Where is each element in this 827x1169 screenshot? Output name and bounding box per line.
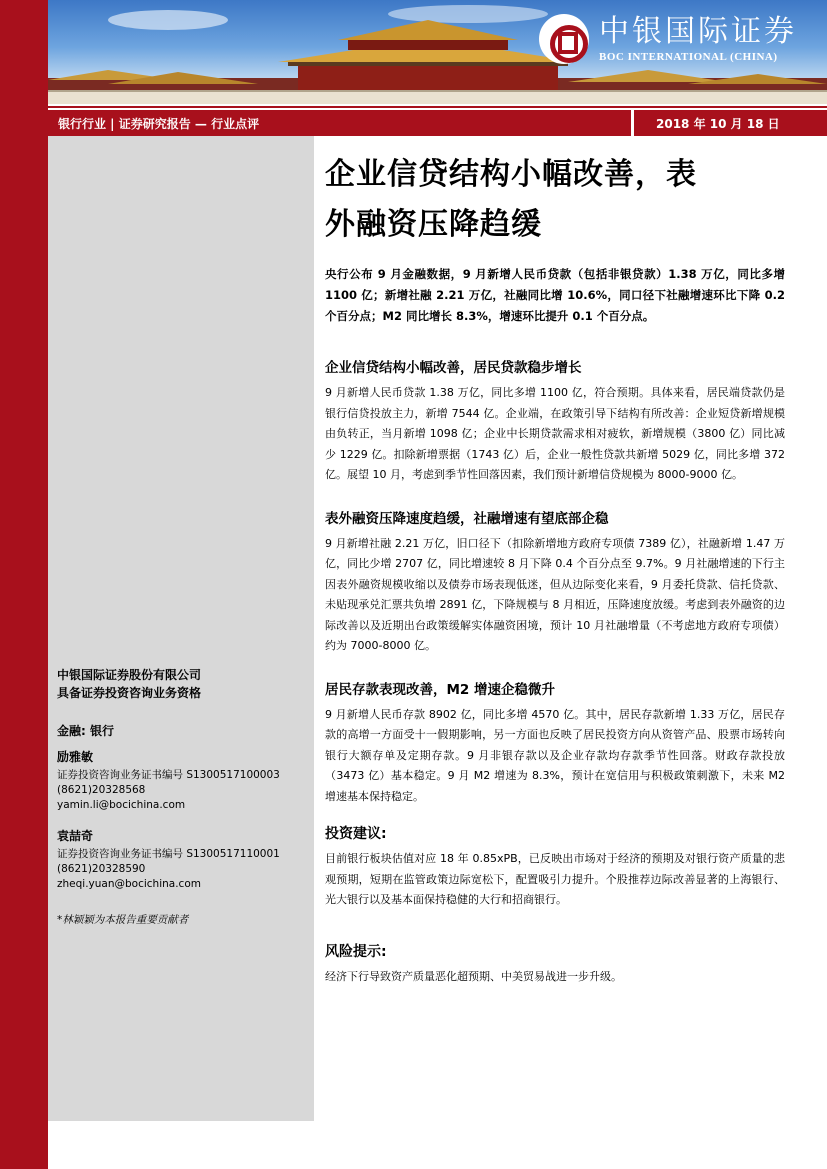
analyst-phone: (8621)20328590 <box>57 863 146 875</box>
category-bar <box>48 110 827 136</box>
company-info <box>57 666 201 702</box>
company-name: 中银国际证券股份有限公司 <box>57 668 202 682</box>
risk-text: 经济下行导致资产质量恶化超预期、中美贸易战进一步升级。 <box>325 969 622 983</box>
report-date: 2018 年 10 月 18 日 <box>631 110 827 136</box>
logo-cn-text: 中银国际证券 <box>599 14 797 49</box>
header-banner <box>48 0 827 104</box>
section-heading: 表外融资压降速度趋缓，社融增速有望底部企稳 <box>325 510 609 527</box>
analyst-card <box>57 829 280 892</box>
logo-en-text: BOC INTERNATIONAL (CHINA) <box>599 51 778 63</box>
section-text: 9 月新增社融 2.21 万亿，旧口径下（扣除新增地方政府专项债 7389 亿），社融新增 1.47 万亿，同比少增 2707 亿，同比增速较 8 月下降 0.4 个百分点至 9.7%。9 月社融增速的下行主因表外融资规模收缩以及债券市场表现低迷，但从边际变化来看，9 月委托贷款、信托贷款、未贴现承兑汇票共负增 2891 亿，下降规模与 8 月相近，压降速度放缓。考虑到表外融资的边际改善以及近期出台政策缓解实体融资困境，预计 10 月社融增量（不考虑地方政府专项债）约为 7000-8000 亿。 <box>325 536 785 652</box>
risk-heading: 风险提示: <box>325 943 387 960</box>
section-text: 9 月新增人民币贷款 1.38 万亿，同比多增 1100 亿，符合预期。具体来看，居民端贷款仍是银行信贷投放主力，新增 7544 亿。企业端，在政策引导下结构有所改善：企业短贷新增规模由负转正，当月新增 1098 亿；企业中长期贷款需求相对疲软，新增规模（3800 亿）同比减少 1229 亿。扣除新增票据（1743 亿）后，企业一般性贷款共新增 5029 亿，同比多增 372 亿。展望 10 月，考虑到季节性回落因素，我们预计新增信贷规模为 8000-9000 亿。 <box>325 386 786 481</box>
investment-heading: 投资建议: <box>325 826 387 842</box>
title-line-2: 外融资压降趋缓 <box>325 207 542 242</box>
section-text: 9 月新增人民币存款 8902 亿，同比多增 4570 亿。其中，居民存款新增 1.33 万亿，居民存款的高增一方面受十一假期影响，另一方面也反映了居民投资方向从资管产品、股票市场转向银行大额存单及定期存款。9 月非银存款以及企业存款均存款季节性回落。财政存款投放（3473 亿）基本稳定。9 月 M2 增速为 8.3%，预计在宽信用与积极政策刺激下，未来 M2 增速基本保持稳定。 <box>325 707 785 803</box>
sector-label: 金融: 银行 <box>57 724 114 738</box>
analyst-phone: (8621)20328568 <box>57 784 146 796</box>
analyst-email[interactable]: yamin.li@bocichina.com <box>57 799 186 811</box>
title-line-1: 企业信贷结构小幅改善，表 <box>325 157 697 192</box>
divider <box>48 106 827 108</box>
company-logo <box>539 14 797 64</box>
analyst-email[interactable]: zheqi.yuan@bocichina.com <box>57 878 201 890</box>
left-red-stripe <box>0 0 48 1169</box>
investment-text: 目前银行板块估值对应 18 年 0.85xPB，已反映出市场对于经济的预期及对银行资产质量的悲观预期，短期在监管政策边际宽松下，配置吸引力提升。个股推荐边际改善显著的上海银行、光大银行以及基本面保持稳健的大行和招商银行。 <box>325 852 785 906</box>
sidebar <box>48 136 314 1121</box>
section-heading: 居民存款表现改善，M2 增速企稳微升 <box>325 681 556 698</box>
contributor-note: *林颖颖为本报告重要贡献者 <box>57 914 189 926</box>
analyst-cert: 证券投资咨询业务证书编号 S1300517110001 <box>57 848 280 860</box>
analyst-name: 袁喆奇 <box>57 829 94 843</box>
analyst-card <box>57 750 280 813</box>
company-qualification: 具备证券投资咨询业务资格 <box>57 686 202 700</box>
section-heading: 企业信贷结构小幅改善，居民贷款稳步增长 <box>325 360 582 376</box>
analyst-cert: 证券投资咨询业务证书编号 S1300517100003 <box>57 769 280 781</box>
analyst-name: 励雅敏 <box>57 750 94 764</box>
main-content <box>325 150 785 987</box>
report-title <box>325 150 785 250</box>
report-summary: 央行公布 9 月金融数据，9 月新增人民币贷款（包括非银贷款）1.38 万亿，同比多增 1100 亿；新增社融 2.21 万亿，社融同比增 10.6%，同口径下社融增速环比下降 0.2 个百分点；M2 同比增长 8.3%，增速环比提升 0.1 个百分点。 <box>325 267 785 323</box>
category-label: 银行行业 | 证券研究报告 — 行业点评 <box>58 117 260 131</box>
boc-logo-icon <box>539 14 589 64</box>
